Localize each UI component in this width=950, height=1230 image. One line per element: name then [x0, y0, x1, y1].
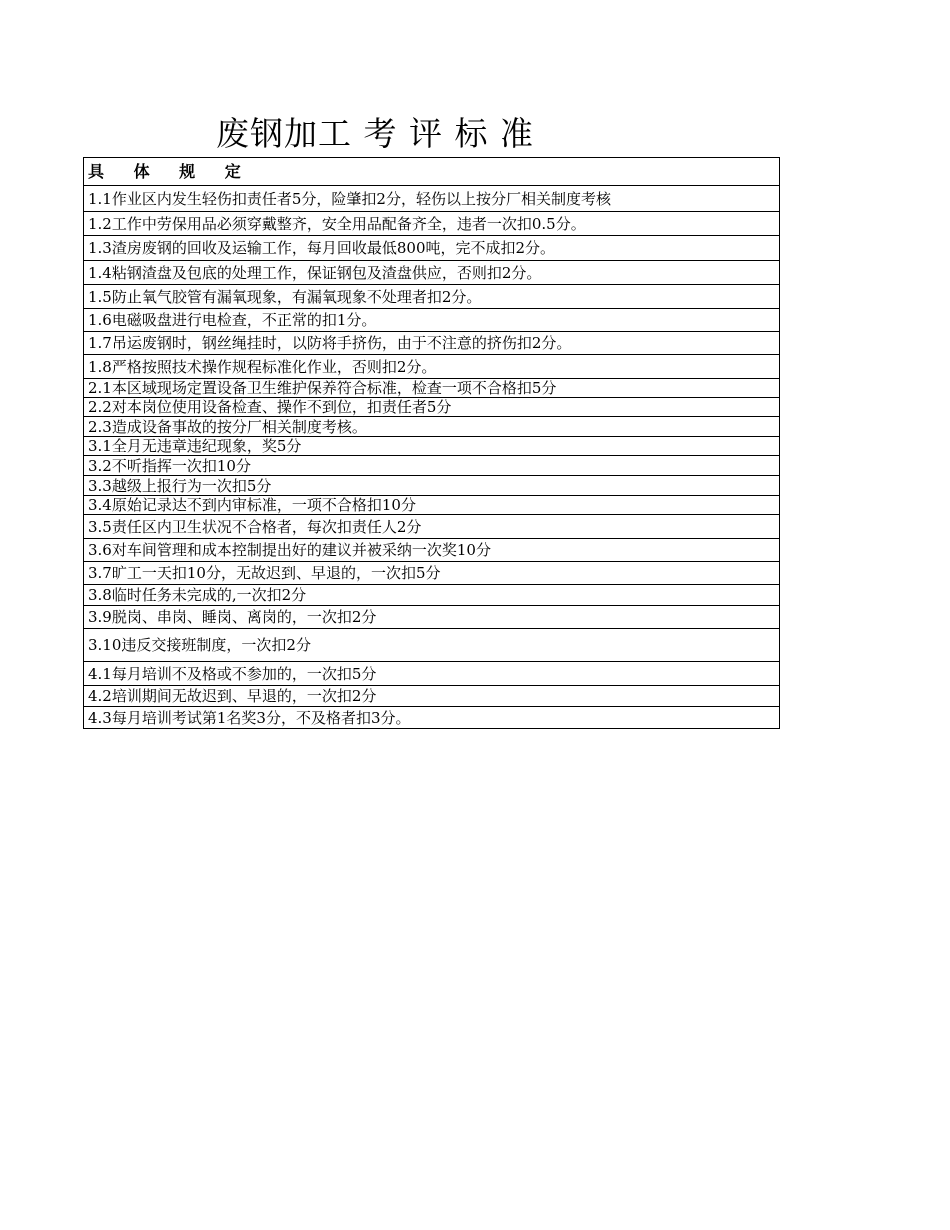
- table-cell: 1.2工作中劳保用品必须穿戴整齐，安全用品配备齐全，违者一次扣0.5分。: [84, 212, 780, 236]
- table-row: [84, 662, 780, 686]
- table-row: [84, 332, 780, 355]
- table-row: [84, 261, 780, 285]
- table-row: [84, 496, 780, 515]
- table-cell: 1.6电磁吸盘进行电检查，不正常的扣1分。: [84, 309, 780, 332]
- table-cell: 1.5防止氧气胶管有漏氧现象，有漏氧现象不处理者扣2分。: [84, 285, 780, 309]
- table-cell: 2.3造成设备事故的按分厂相关制度考核。: [84, 417, 780, 437]
- table-cell: 4.1每月培训不及格或不参加的，一次扣5分: [84, 662, 780, 686]
- table-row: [84, 186, 780, 212]
- table-header-cell: 具 体 规 定: [84, 158, 780, 186]
- table-row: [84, 456, 780, 476]
- table-row: [84, 585, 780, 606]
- table-row: [84, 379, 780, 398]
- table-row: [84, 417, 780, 437]
- table-row: [84, 309, 780, 332]
- table-cell: 3.3越级上报行为一次扣5分: [84, 476, 780, 496]
- table-row: [84, 355, 780, 379]
- table-row: [84, 285, 780, 309]
- table-cell: 4.2培训期间无故迟到、早退的，一次扣2分: [84, 686, 780, 707]
- table-row: [84, 539, 780, 562]
- table-cell: 2.2对本岗位使用设备检查、操作不到位，扣责任者5分: [84, 398, 780, 417]
- table-cell: 3.10违反交接班制度，一次扣2分: [84, 629, 780, 662]
- table-cell: 3.6对车间管理和成本控制提出好的建议并被采纳一次奖10分: [84, 539, 780, 562]
- table-row: [84, 686, 780, 707]
- table-cell: 3.7旷工一天扣10分，无故迟到、早退的，一次扣5分: [84, 562, 780, 585]
- table-row: [84, 236, 780, 261]
- table-cell: 1.8严格按照技术操作规程标准化作业，否则扣2分。: [84, 355, 780, 379]
- table-cell: 4.3每月培训考试第1名奖3分，不及格者扣3分。: [84, 707, 780, 729]
- table-cell: 1.4粘钢渣盘及包底的处理工作，保证钢包及渣盘供应，否则扣2分。: [84, 261, 780, 285]
- table-cell: 3.9脱岗、串岗、睡岗、离岗的，一次扣2分: [84, 606, 780, 629]
- table-row: [84, 606, 780, 629]
- table-cell: 3.8临时任务未完成的,一次扣2分: [84, 585, 780, 606]
- table-row: [84, 707, 780, 729]
- table-cell: 1.3渣房废钢的回收及运输工作，每月回收最低800吨，完不成扣2分。: [84, 236, 780, 261]
- table-row: [84, 212, 780, 236]
- table-row: [84, 437, 780, 456]
- regulations-table: [83, 157, 780, 729]
- table-cell: 1.1作业区内发生轻伤扣责任者5分，险肇扣2分，轻伤以上按分厂相关制度考核: [84, 186, 780, 212]
- table-row: [84, 629, 780, 662]
- table-row: [84, 476, 780, 496]
- table-cell: 3.1全月无违章违纪现象，奖5分: [84, 437, 780, 456]
- table-row: [84, 515, 780, 539]
- table-row: [84, 398, 780, 417]
- table-cell: 3.4原始记录达不到内审标准，一项不合格扣10分: [84, 496, 780, 515]
- table-cell: 3.5责任区内卫生状况不合格者，每次扣责任人2分: [84, 515, 780, 539]
- document-title: 废钢加工 考 评 标 准: [216, 114, 534, 153]
- table-cell: 3.2不听指挥一次扣10分: [84, 456, 780, 476]
- table-header-row: [84, 158, 780, 186]
- table-cell: 2.1本区域现场定置设备卫生维护保养符合标准，检查一项不合格扣5分: [84, 379, 780, 398]
- table-row: [84, 562, 780, 585]
- table-cell: 1.7吊运废钢时，钢丝绳挂时，以防将手挤伤，由于不注意的挤伤扣2分。: [84, 332, 780, 355]
